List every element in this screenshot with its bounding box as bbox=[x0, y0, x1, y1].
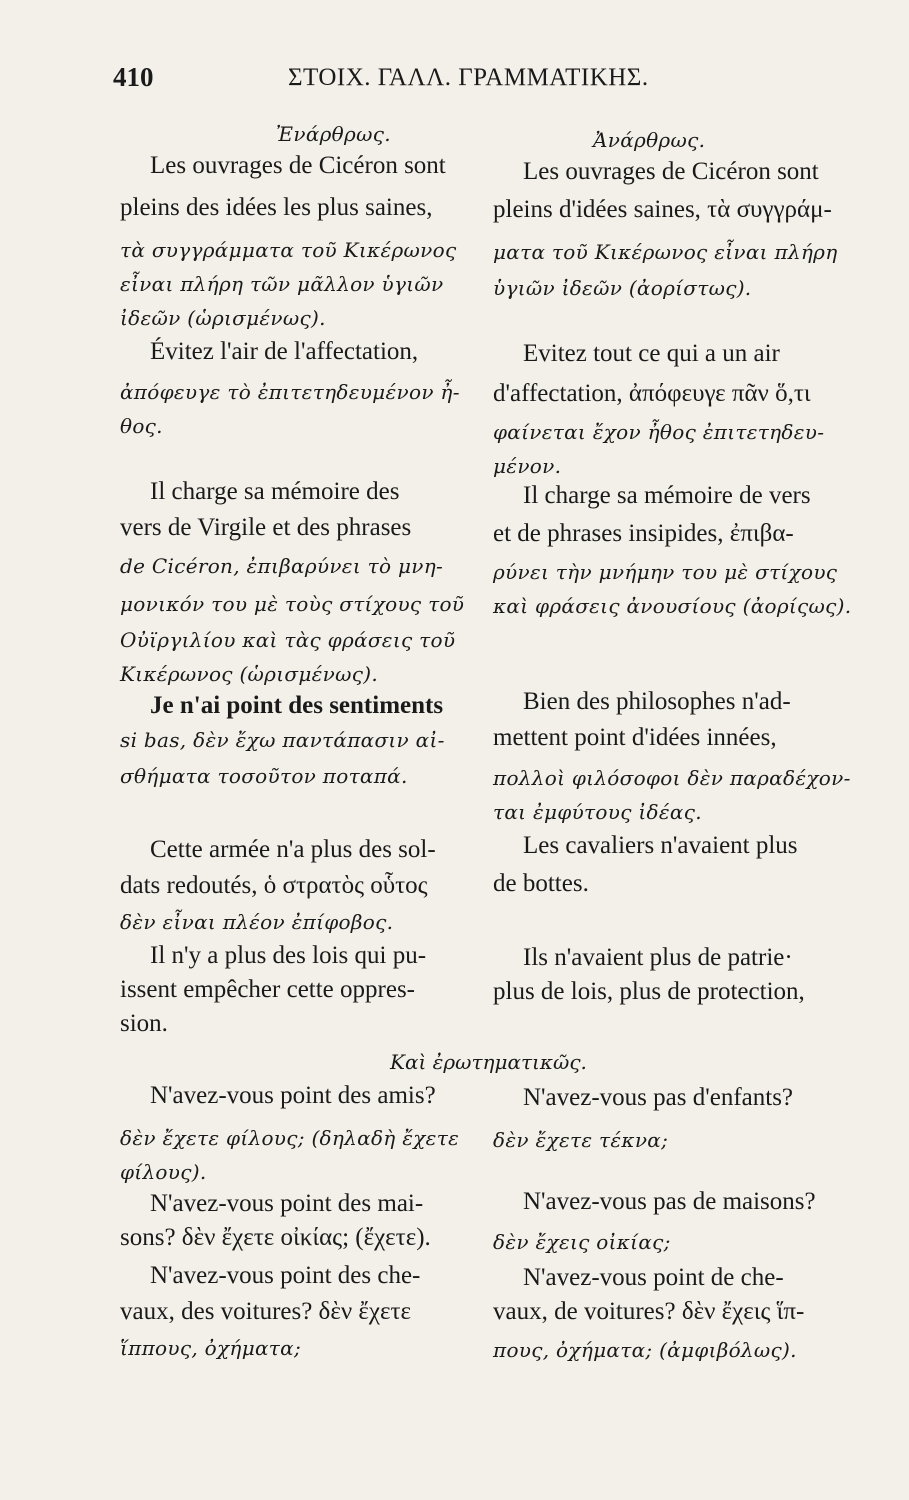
right-line: Il charge sa mémoire de vers bbox=[523, 482, 811, 509]
left-line: δὲν ἔχετε φίλους; (δηλαδὴ ἔχετε bbox=[120, 1126, 460, 1150]
left-column-heading: Ἐνάρθρως. bbox=[276, 122, 391, 146]
running-title: ΣΤΟΙΧ. ΓΑΛΛ. ΓΡΑΜΜΑΤΙΚΗΣ. bbox=[288, 64, 649, 91]
left-line: Je n'ai point des sentiments bbox=[150, 692, 444, 719]
left-line: vers de Virgile et des phrases bbox=[120, 514, 412, 541]
right-line: Evitez tout ce qui a un air bbox=[523, 340, 780, 367]
left-line: μονικόν του μὲ τοὺς στίχους τοῦ bbox=[120, 592, 465, 616]
left-line: de Cicéron, ἐπιβαρύνει τὸ μνη- bbox=[120, 554, 444, 578]
right-line: ὑγιῶν ἰδεῶν (ἀορίστως). bbox=[493, 276, 752, 300]
left-line: φίλους). bbox=[120, 1160, 207, 1184]
right-line: pleins d'idées saines, τὰ συγγράμ- bbox=[493, 196, 832, 223]
page-header bbox=[113, 62, 863, 102]
left-line: sion. bbox=[120, 1010, 168, 1037]
left-line: sons? δὲν ἔχετε οἰκίας; (ἔχετε). bbox=[120, 1224, 431, 1251]
left-line: Κικέρωνος (ὡρισμένως). bbox=[120, 662, 378, 686]
right-line: ματα τοῦ Κικέρωνος εἶναι πλήρη bbox=[493, 240, 838, 264]
right-line: N'avez-vous point de che- bbox=[523, 1264, 784, 1291]
right-line: et de phrases insipides, ἐπιβα- bbox=[493, 520, 794, 547]
left-line: Cette armée n'a plus des sol- bbox=[150, 836, 436, 863]
right-line: πολλοὶ φιλόσοφοι δὲν παραδέχον- bbox=[493, 766, 851, 790]
left-line: N'avez-vous point des che- bbox=[150, 1262, 421, 1289]
right-line: vaux, de voitures? δὲν ἔχεις ἵπ- bbox=[493, 1298, 805, 1325]
left-line: issent empêcher cette oppres- bbox=[120, 976, 416, 1003]
right-line: Ils n'avaient plus de patrie· bbox=[523, 944, 793, 971]
right-line: καὶ φράσεις ἀνουσίους (ἀορίςως). bbox=[493, 594, 852, 618]
left-line: σθήματα τοσοῦτον ποταπά. bbox=[120, 764, 408, 788]
right-line: μένον. bbox=[493, 454, 562, 478]
left-line: si bas, δὲν ἔχω παντάπασιν αἰ- bbox=[120, 728, 445, 752]
right-line: ρύνει τὴν μνήμην του μὲ στίχους bbox=[493, 560, 838, 584]
right-column-heading: Ἀνάρθρως. bbox=[593, 128, 706, 152]
right-line: Les ouvrages de Cicéron sont bbox=[523, 158, 819, 185]
left-line: ἀπόφευγε τὸ ἐπιτετηδευμένον ἦ- bbox=[120, 380, 460, 404]
right-line: plus de lois, plus de protection, bbox=[493, 978, 805, 1005]
right-line: N'avez-vous pas d'enfants? bbox=[523, 1084, 794, 1111]
left-line: Les ouvrages de Cicéron sont bbox=[150, 152, 446, 179]
right-line: N'avez-vous pas de maisons? bbox=[523, 1188, 816, 1215]
left-line: εἶναι πλήρη τῶν μᾶλλον ὑγιῶν bbox=[120, 272, 444, 296]
right-line: de bottes. bbox=[493, 870, 589, 897]
left-line: pleins des idées les plus saines, bbox=[120, 194, 433, 221]
right-line: φαίνεται ἔχον ἦθος ἐπιτετηδευ- bbox=[493, 420, 825, 444]
right-line: ται ἐμφύτους ἰδέας. bbox=[493, 800, 702, 824]
left-line: θος. bbox=[120, 414, 163, 438]
left-line: dats redoutés, ὁ στρατὸς οὗτος bbox=[120, 872, 428, 899]
right-line: mettent point d'idées innées, bbox=[493, 724, 777, 751]
right-line: δὲν ἔχετε τέκνα; bbox=[493, 1128, 669, 1152]
right-line: Bien des philosophes n'ad- bbox=[523, 688, 791, 715]
left-line: Il n'y a plus des lois qui pu- bbox=[150, 942, 427, 969]
left-line: Il charge sa mémoire des bbox=[150, 478, 400, 505]
left-line: δὲν εἶναι πλέον ἐπίφοβος. bbox=[120, 910, 394, 934]
left-line: τὰ συγγράμματα τοῦ Κικέρωνος bbox=[120, 238, 457, 262]
left-line: ἰδεῶν (ὡρισμένως). bbox=[120, 306, 326, 330]
left-line: N'avez-vous point des mai- bbox=[150, 1190, 424, 1217]
left-line: ἵππους, ὀχήματα; bbox=[120, 1336, 302, 1360]
page-number: 410 bbox=[113, 62, 154, 92]
left-line: Évitez l'air de l'affectation, bbox=[150, 338, 419, 365]
left-line: Οὐϊργιλίου καὶ τὰς φράσεις τοῦ bbox=[120, 628, 456, 652]
right-line: d'affectation, ἀπόφευγε πᾶν ὅ,τι bbox=[493, 380, 811, 407]
right-line: δὲν ἔχεις οἰκίας; bbox=[493, 1230, 671, 1254]
interrogative-label: Καὶ ἐρωτηματικῶς. bbox=[390, 1050, 587, 1074]
right-line: πους, ὀχήματα; (ἀμφιβόλως). bbox=[493, 1338, 797, 1362]
right-line: Les cavaliers n'avaient plus bbox=[523, 832, 798, 859]
left-line: vaux, des voitures? δὲν ἔχετε bbox=[120, 1298, 412, 1325]
left-line: N'avez-vous point des amis? bbox=[150, 1082, 436, 1109]
